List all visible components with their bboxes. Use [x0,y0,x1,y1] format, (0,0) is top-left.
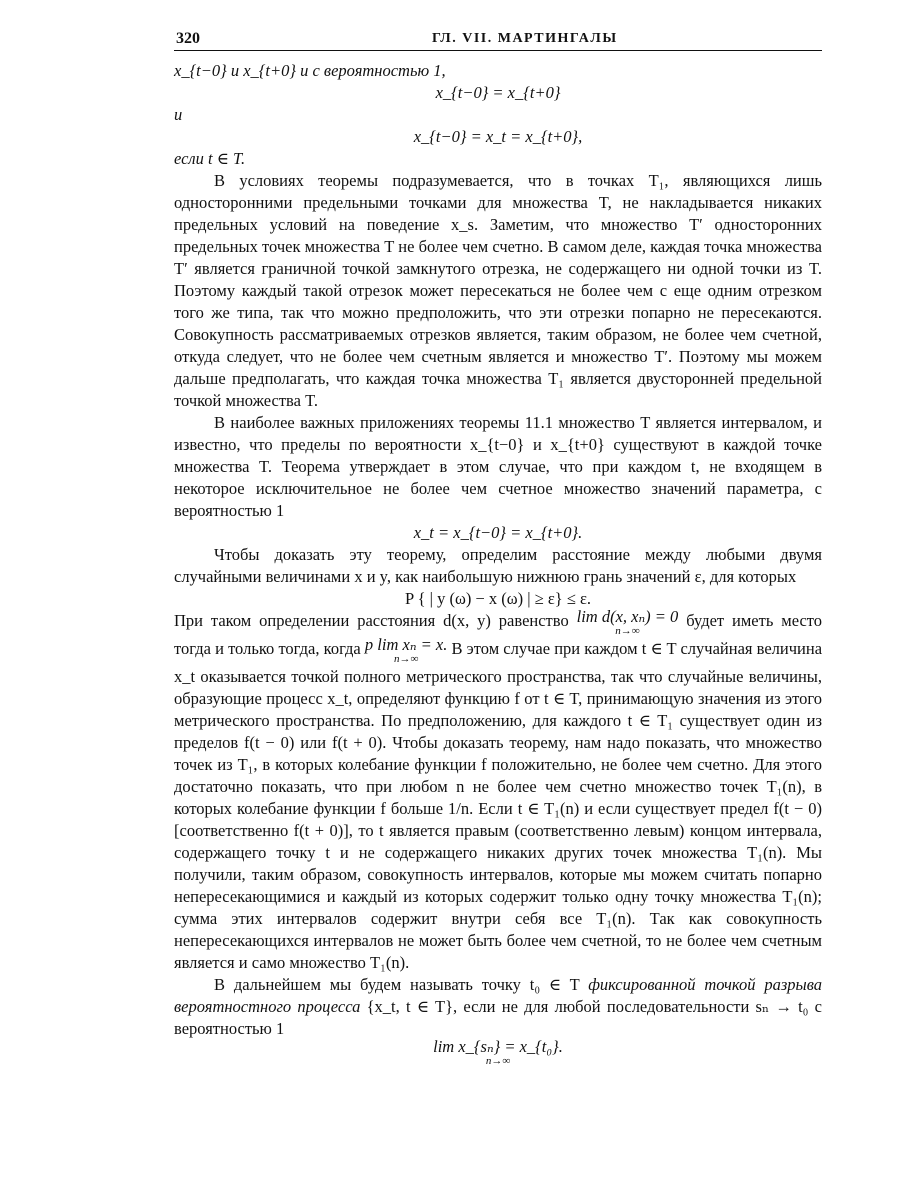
text-span: В этом случае при каждом t ∈ T случайная величина x_t оказывается точкой полного метрического пространства, так что случайные величины, образующие процесс x_t, определяют функцию f от t ∈ T, принимающую значения из этого метрического пространства. По предположению, для каждого t ∈ T₁ существует один из пределов f(t − 0) или f(t + 0). Чтобы доказать теорему, нам надо показать, что множество точек из T₁, в которых колебание функции f положительно, не более чем счетно. Для этого достаточно показать, что при любом n не более чем счетно множество точек T₁(n), в которых колебание функции f больше 1/n. Если t ∈ T₁(n) и если существует предел f(t − 0) [соответственно f(t + 0)], то t является правым (соответственно левым) концом интервала, содержащего точку t и не содержащего никаких других точек множества T₁(n). Мы получили, таким образом, совокупность интервалов, которые мы можем считать попарно непересекающимися и каждый из которых содержит только одну точку множества T₁(n); сумма этих интервалов содержит внутри себя все T₁(n). Так как совокупность непересекающихся интервалов не может быть более чем счетной, то не более чем счетным является и само множество T₁(n). [174,639,823,972]
running-head: ГЛ. VII. МАРТИНГАЛЫ [432,31,618,46]
limit-subscript: n→∞ [615,625,640,637]
equation: x_{t−0} = x_{t+0} [435,83,561,102]
limit-expression [364,635,448,666]
limit-body: lim d(x, xₙ) = 0 [576,607,679,626]
body-text [174,60,822,1068]
text-span: будет иметь место тогда и только тогда, когда [174,611,823,658]
limit-expression [433,1037,563,1068]
equation: x_{t−0} = x_t = x_{t+0}, [413,127,583,146]
paragraph: В наиболее важных приложениях теоремы 11.1 множество T является интервалом, и известно, что пределы по вероятности x_{t−0} и x_{t+0} существуют в каждой точке множества T. Теорема утверждает в этом случае, что при каждом t, не входящем в некоторое исключительное не более чем счетное множество значений параметра, с вероятностью 1 [174,413,822,520]
text-line: x_{t−0} и x_{t+0} и с вероятностью 1, [174,61,446,80]
limit-subscript: n→∞ [485,1055,511,1067]
text-line: и [174,105,183,124]
paragraph [174,607,823,974]
paragraph [174,974,822,1040]
limit-subscript: n→∞ [393,653,419,665]
limit-body: lim x_{sₙ} = x_{t₀}. [433,1037,563,1056]
text-line: если t ∈ T. [174,149,246,168]
page-header [174,30,822,51]
term-definition: фиксированной точкой разрыва вероятностного процесса [174,975,822,1016]
text-span: При таком определении расстояния d(x, y) равенство [174,611,569,630]
text-span: В дальнейшем мы будем называть точку t₀ ∈ T [214,975,580,994]
equation [174,1037,822,1068]
equation: P { | y (ω) − x (ω) | ≥ ε} ≤ ε. [404,589,592,608]
limit-body: p lim xₙ = x. [364,635,448,654]
limit-expression [576,607,679,638]
paragraph: В условиях теоремы подразумевается, что в точках T₁, являющихся лишь односторонними предельными точками для множества T, не накладывается никаких предельных условий на поведение x_s. Заметим, что множество T′ односторонних предельных точек множества T не более чем счетно. В самом деле, каждая точка множества T′ является граничной точкой замкнутого отрезка, не содержащего ни одной точки из T. Поэтому каждый такой отрезок может пересекаться не более чем с еще одним отрезком того же типа, так что можно предположить, что эти отрезки попарно не пересекаются. Совокупность рассматриваемых отрезков является, таким образом, не более чем счетной, откуда следует, что не более чем счетным является и множество T′. Поэтому мы можем дальше предполагать, что каждая точка множества T₁ является двусторонней предельной точкой множества T. [174,171,822,410]
paragraph: Чтобы доказать эту теорему, определим расстояние между любыми двумя случайными величинами x и y, как наибольшую нижнюю грань значений ε, для которых [174,545,822,586]
text-span: {x_t, t ∈ T}, если не для любой последовательности sₙ → t₀ с вероятностью 1 [174,997,823,1038]
page-number: 320 [176,30,200,47]
equation: x_t = x_{t−0} = x_{t+0}. [413,523,583,542]
